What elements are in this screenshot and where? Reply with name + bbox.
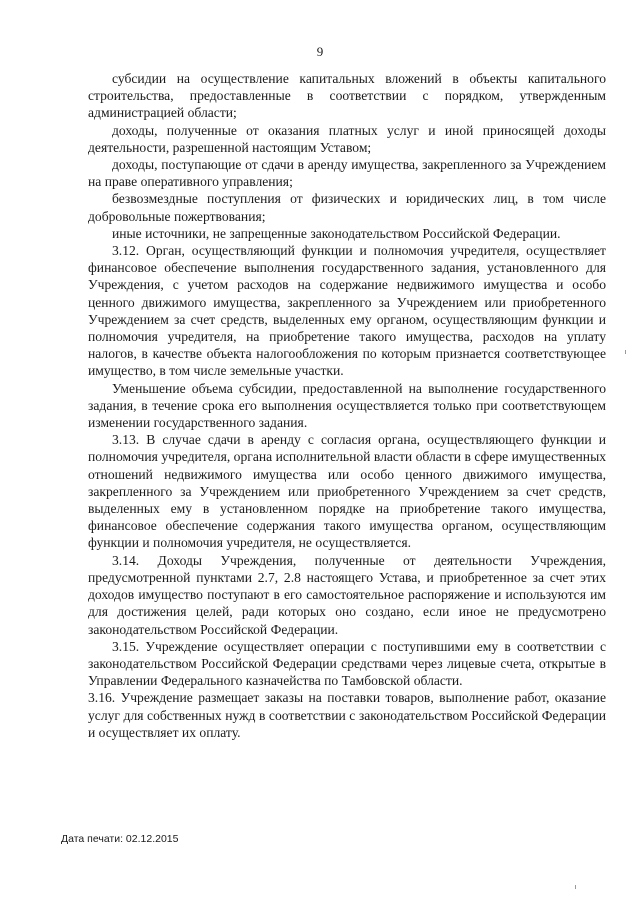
paragraph-3-13: 3.13. В случае сдачи в аренду с согласия органа, осуществляющего функции и полномочия учредителя, органа исполнительной власти области в сфере имущественных отношений недвижимого имущества или особо ценного движимого имущества, закрепленного за Учреждением или приобретенного Учреждением за счет средств, выделенных ему в установленном порядке на приобретение такого имущества, финансовое обеспечение содержания такого имущества органом, осуществляющим функции и полномочия учредителя, не осуществляется. xyxy=(88,432,606,551)
document-body xyxy=(88,70,606,741)
paragraph: доходы, полученные от оказания платных услуг и иной приносящей доходы деятельности, разрешенной настоящим Уставом; xyxy=(88,122,606,155)
paragraph: безвозмездные поступления от физических и юридических лиц, в том числе добровольные пожертвования; xyxy=(88,191,606,224)
scan-speck xyxy=(575,885,576,889)
paragraph: Уменьшение объема субсидии, предоставленной на выполнение государственного задания, в течение срока его выполнения осуществляется только при соответствующем изменении государственного задания. xyxy=(88,380,606,431)
paragraph-3-12: 3.12. Орган, осуществляющий функции и полномочия учредителя, осуществляет финансовое обеспечение выполнения государственного задания, установленного для Учреждения, с учетом расходов на содержание недвижимого имущества и особо ценного движимого имущества, закрепленного за Учреждением или приобретенного Учреждением за счет средств, выделенных ему органом, осуществляющим функции и полномочия учредителя, на приобретение такого имущества, расходов на уплату налогов, в качестве объекта налогообложения по которым признается соответствующее имущество, в том числе земельные участки. xyxy=(88,243,606,379)
print-date: Дата печати: 02.12.2015 xyxy=(61,833,179,845)
paragraph-3-15: 3.15. Учреждение осуществляет операции с поступившими ему в соответствии с законодательством Российской Федерации средствами через лицевые счета, открытые в Управлении Федерального казначейства по Тамбовской области. xyxy=(88,638,606,689)
scan-speck xyxy=(625,350,626,354)
page-number: 9 xyxy=(316,44,324,59)
paragraph-3-14: 3.14. Доходы Учреждения, полученные от деятельности Учреждения, предусмотренной пунктами 2.7, 2.8 настоящего Устава, и приобретенное за счет этих доходов имущество поступают в его самостоятельное распоряжение и используются им для достижения целей, ради которых оно создано, если иное не предусмотрено законодательством Российской Федерации. xyxy=(88,552,606,637)
paragraph-3-16: 3.16. Учреждение размещает заказы на поставки товаров, выполнение работ, оказание услуг для собственных нужд в соответствии с законодательством Российской Федерации и осуществляет их оплату. xyxy=(88,690,606,740)
paragraph: субсидии на осуществление капитальных вложений в объекты капитального строительства, предоставленные в соответствии с порядком, утвержденным администрацией области; xyxy=(88,71,606,121)
paragraph: доходы, поступающие от сдачи в аренду имущества, закрепленного за Учреждением на праве оперативного управления; xyxy=(88,157,606,190)
paragraph: иные источники, не запрещенные законодательством Российской Федерации. xyxy=(112,225,561,241)
